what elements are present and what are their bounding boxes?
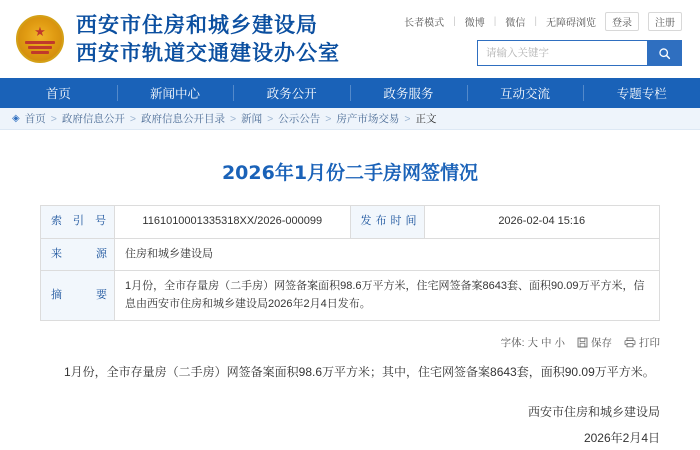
table-row <box>41 271 660 321</box>
breadcrumb-item-home[interactable]: 首页 <box>24 113 46 125</box>
breadcrumb-separator: > <box>404 112 411 125</box>
font-size-medium[interactable]: 中 <box>541 337 552 350</box>
org-title-line-2: 西安市轨道交通建设办公室 <box>76 41 340 65</box>
main-nav <box>0 78 700 108</box>
nav-item-government-disclosure[interactable]: 政务公开 <box>233 78 350 108</box>
top-link-weibo[interactable]: 微博 <box>464 18 485 29</box>
search-icon <box>658 47 671 60</box>
publish-time-label: 发布时间 <box>350 206 424 239</box>
top-link-separator: | <box>453 16 456 27</box>
top-link-elder-mode[interactable]: 长者模式 <box>404 18 445 29</box>
breadcrumb-item-property-market[interactable]: 房产市场交易 <box>336 113 400 125</box>
font-size-large[interactable]: 大 <box>527 337 538 350</box>
abstract-label: 摘 要 <box>41 271 115 321</box>
publish-time-value: 2026-02-04 15:16 <box>424 206 660 239</box>
signature-org: 西安市住房和城乡建设局 <box>527 405 660 420</box>
org-title-line-1: 西安市住房和城乡建设局 <box>76 12 318 37</box>
breadcrumb-separator: > <box>229 112 237 125</box>
nav-item-news[interactable]: 新闻中心 <box>117 78 234 108</box>
nav-item-home[interactable]: 首页 <box>45 87 71 101</box>
signature-date: 2026年2月4日 <box>583 431 660 446</box>
breadcrumb-separator: > <box>50 112 57 125</box>
document-metadata-table <box>40 205 660 321</box>
article <box>0 130 700 450</box>
source-label: 来 源 <box>41 238 115 271</box>
index-number-value: 1161010001335318XX/2026-000099 <box>115 206 351 239</box>
nav-item-government-services[interactable]: 政务服务 <box>350 78 467 108</box>
article-tools <box>40 335 660 350</box>
nav-item-interaction[interactable]: 互动交流 <box>467 78 584 108</box>
font-size-small[interactable]: 小 <box>554 337 565 350</box>
breadcrumb-item-news[interactable]: 新闻 <box>241 113 263 125</box>
font-size-control <box>501 335 565 350</box>
source-value: 住房和城乡建设局 <box>115 238 660 271</box>
print-button[interactable] <box>624 335 660 350</box>
table-row <box>41 238 660 271</box>
table-row <box>41 206 660 239</box>
save-button[interactable] <box>577 335 612 350</box>
national-emblem-icon: ★ <box>14 13 66 65</box>
search-input[interactable] <box>478 41 647 65</box>
breadcrumb-item-disclosure[interactable]: 政府信息公开 <box>61 113 125 125</box>
article-body-paragraph: 1月份，全市存量房（二手房）网签备案面积98.6万平方米；其中，住宅网签备案8643套，面积90.09万平方米。 <box>64 365 655 380</box>
breadcrumb-item-announcements[interactable]: 公示公告 <box>278 113 321 125</box>
print-icon <box>624 337 636 348</box>
breadcrumb <box>0 108 700 130</box>
abstract-value: 1月份，全市存量房（二手房）网签备案面积98.6万平方米，住宅网签备案8643套、面积90.09万平方米，信息由西安市住房和城乡建设局2026年2月4日发布。 <box>115 271 660 321</box>
login-button[interactable]: 登录 <box>605 12 639 31</box>
top-links <box>404 12 682 31</box>
article-signature <box>40 400 660 450</box>
register-button[interactable]: 注册 <box>648 12 682 31</box>
location-icon: ◈ <box>12 113 20 124</box>
page-title: 2026年1月份二手房网签情况 <box>221 162 479 184</box>
save-label: 保存 <box>591 337 612 350</box>
search-box <box>477 40 682 66</box>
save-icon <box>577 337 588 348</box>
top-link-wechat[interactable]: 微信 <box>505 18 526 29</box>
font-size-label: 字体: <box>500 337 525 350</box>
breadcrumb-separator: > <box>325 112 332 125</box>
breadcrumb-separator: > <box>267 112 274 125</box>
index-number-label: 索 引 号 <box>41 206 115 239</box>
nav-item-special-topics[interactable]: 专题专栏 <box>583 78 700 108</box>
top-link-separator: | <box>534 16 537 27</box>
header-right <box>404 12 686 66</box>
breadcrumb-item-disclosure-catalog[interactable]: 政府信息公开目录 <box>140 113 225 125</box>
search-button[interactable] <box>647 41 681 65</box>
print-label: 打印 <box>639 337 660 350</box>
breadcrumb-current: 正文 <box>415 113 437 125</box>
top-link-separator: | <box>493 16 497 27</box>
site-header <box>0 0 700 78</box>
site-title-block <box>76 11 340 68</box>
breadcrumb-separator: > <box>129 112 136 125</box>
top-link-accessibility[interactable]: 无障碍浏览 <box>546 18 596 29</box>
